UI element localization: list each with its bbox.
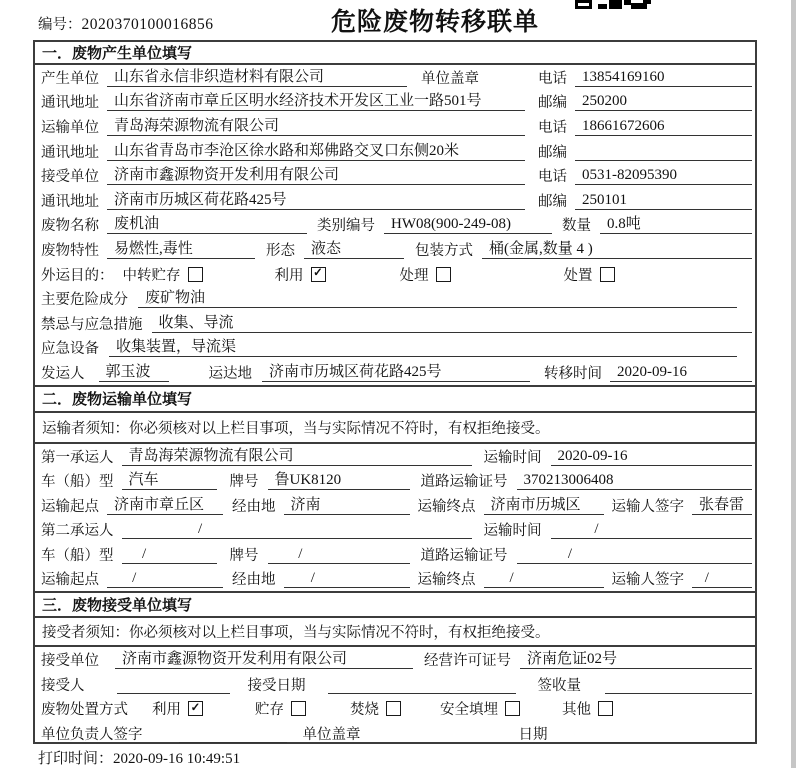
form-value: 液态 xyxy=(304,240,404,259)
checkbox-storage xyxy=(188,267,203,282)
transport-address-value: 山东省青岛市李沧区徐水路和郑佛路交叉口东侧20米 xyxy=(107,142,525,161)
produce-tel-value: 13854169160 xyxy=(575,68,752,87)
vehicle2-label: 车（船）型 xyxy=(41,547,114,564)
carrier1-label: 第一承运人 xyxy=(41,449,114,466)
purpose-option-dispose: 处置 xyxy=(563,267,593,284)
print-time xyxy=(38,747,240,768)
transport-tel-label: 电话 xyxy=(538,119,567,136)
vehicle1-type-value: 汽车 xyxy=(122,471,217,490)
taboo-measures-label: 禁忌与应急措施 xyxy=(41,316,143,333)
vehicle2-plate-value: / xyxy=(268,545,410,564)
carrier2-time-value: / xyxy=(551,520,753,539)
row-accept-unit xyxy=(35,163,755,188)
accept-tel-value: 0531-82095390 xyxy=(575,166,752,185)
qr-code-fragment xyxy=(575,0,653,10)
checkbox-dispose xyxy=(600,267,615,282)
license-label: 经营许可证号 xyxy=(424,653,511,670)
route1-via-label: 经由地 xyxy=(232,498,276,515)
receiver-label: 接受人 xyxy=(41,677,85,694)
unit-seal-label: 单位盖章 xyxy=(421,70,479,87)
section3-notice: 接受者须知：你必须核对以上栏目事项，当与实际情况不符时，有权拒绝接受。 xyxy=(35,618,755,647)
accept-zip-label: 邮编 xyxy=(538,193,567,210)
destination-value: 济南市历城区荷花路425号 xyxy=(262,363,530,382)
checkbox-use-checked xyxy=(311,267,326,282)
route2-via-label: 经由地 xyxy=(232,572,276,589)
document-number-label: 编号： xyxy=(38,17,82,33)
checkbox-disposal-use-checked xyxy=(188,701,203,716)
row-receiver xyxy=(35,672,755,697)
row-waste-name xyxy=(35,213,755,238)
row-transport-unit xyxy=(35,114,755,139)
emergency-equipment-label: 应急设备 xyxy=(41,341,99,358)
transport-address-label: 通讯地址 xyxy=(41,144,99,161)
route1-end-label: 运输终点 xyxy=(417,498,476,515)
route2-end-label: 运输终点 xyxy=(417,572,476,589)
row-produce-unit xyxy=(35,65,755,90)
vehicle2-plate-label: 牌号 xyxy=(229,547,259,564)
row-vehicle1 xyxy=(35,468,755,493)
vehicle1-label: 车（船）型 xyxy=(41,474,114,491)
carrier1-time-value: 2020-09-16 xyxy=(551,447,753,466)
category-code-label: 类别编号 xyxy=(317,218,375,235)
packing-label: 包装方式 xyxy=(415,242,473,259)
carrier2-label: 第二承运人 xyxy=(41,523,114,540)
check-mark: ✓ xyxy=(190,702,201,715)
accept-unit2-label: 接受单位 xyxy=(41,653,99,670)
route2-sign-label: 运输人签字 xyxy=(611,572,684,589)
received-qty-value xyxy=(605,675,752,694)
print-time-label: 打印时间： xyxy=(38,751,114,767)
checkbox-treat xyxy=(436,267,451,282)
disposal-method-label: 废物处置方式 xyxy=(41,702,128,719)
route1-via-value: 济南 xyxy=(284,496,410,515)
purpose-label: 外运目的： xyxy=(41,267,114,284)
disposal-option-use: 利用 xyxy=(152,702,181,719)
row-responsible-sign xyxy=(35,721,755,746)
date-value xyxy=(560,724,753,743)
row-main-hazard xyxy=(35,286,755,311)
vehicle1-road-label: 道路运输证号 xyxy=(420,474,508,491)
license-value: 济南危证02号 xyxy=(520,650,752,669)
unit-seal2-label: 单位盖章 xyxy=(302,726,361,743)
section1-header: 一．废物产生单位填写 xyxy=(35,42,755,65)
vehicle2-road-value: / xyxy=(517,545,753,564)
receiver-value xyxy=(117,675,230,694)
accept-unit2-value: 济南市鑫源物资开发利用有限公司 xyxy=(115,650,413,669)
accept-unit-label: 接受单位 xyxy=(41,169,99,186)
transport-unit-label: 运输单位 xyxy=(41,119,99,136)
transfer-time-value: 2020-09-16 xyxy=(610,363,752,382)
emergency-equipment-value: 收集装置，导流渠 xyxy=(109,338,737,357)
purpose-option-use: 利用 xyxy=(274,267,304,284)
main-hazard-value: 废矿物油 xyxy=(138,289,737,308)
row-disposal-method xyxy=(35,696,755,721)
row-vehicle2 xyxy=(35,542,755,567)
route1-sign-value: 张春雷 xyxy=(692,496,752,515)
row-emergency-equipment xyxy=(35,336,755,361)
produce-address-label: 通讯地址 xyxy=(41,95,99,112)
route2-via-value: / xyxy=(284,569,410,588)
category-code-value: HW08(900-249-08) xyxy=(384,215,552,234)
row-carrier2 xyxy=(35,518,755,543)
waste-name-value: 废机油 xyxy=(107,215,307,234)
carrier1-time-label: 运输时间 xyxy=(483,449,542,466)
row-transport-address xyxy=(35,139,755,164)
sender-value: 郭玉波 xyxy=(99,363,169,382)
row-sender xyxy=(35,360,755,385)
transport-zip-value xyxy=(575,142,752,161)
checkbox-disposal-storage xyxy=(291,701,306,716)
page-edge-shadow xyxy=(791,0,796,768)
destination-label: 运达地 xyxy=(208,365,252,382)
vehicle2-road-label: 道路运输证号 xyxy=(420,547,508,564)
check-mark: ✓ xyxy=(313,267,323,280)
vehicle2-type-value: / xyxy=(122,545,217,564)
waste-character-value: 易燃性,毒性 xyxy=(107,240,255,259)
vehicle1-road-value: 370213006408 xyxy=(517,471,753,490)
responsible-sign-label: 单位负责人签字 xyxy=(41,726,143,743)
produce-tel-label: 电话 xyxy=(538,70,567,87)
route2-sign-value: / xyxy=(692,569,752,588)
produce-zip-value: 250200 xyxy=(575,92,752,111)
packing-value: 桶(金属,数量 4 ) xyxy=(482,240,752,259)
transfer-time-label: 转移时间 xyxy=(544,365,602,382)
produce-unit-label: 产生单位 xyxy=(41,70,99,87)
manifest-table xyxy=(33,40,757,744)
print-time-value: 2020-09-16 10:49:51 xyxy=(113,751,241,767)
purpose-option-treat: 处理 xyxy=(399,267,429,284)
receive-date-value xyxy=(328,675,516,694)
row-taboo-measures xyxy=(35,311,755,336)
transport-zip-label: 邮编 xyxy=(538,144,567,161)
route1-start-value: 济南市章丘区 xyxy=(107,496,223,515)
checkbox-disposal-other xyxy=(598,701,613,716)
row-produce-address xyxy=(35,90,755,115)
purpose-option-storage: 中转贮存 xyxy=(122,267,181,284)
row-outbound-purpose xyxy=(35,262,755,287)
document-number-value: 2020370100016856 xyxy=(81,16,214,33)
route2-start-value: / xyxy=(107,569,223,588)
produce-zip-label: 邮编 xyxy=(538,95,567,112)
row-accept-unit2 xyxy=(35,647,755,672)
sender-label: 发运人 xyxy=(41,365,85,382)
carrier2-value: / xyxy=(122,520,472,539)
route1-end-value: 济南市历城区 xyxy=(484,496,604,515)
section3-header: 三．废物接受单位填写 xyxy=(35,591,755,618)
waste-character-label: 废物特性 xyxy=(41,242,99,259)
date-label: 日期 xyxy=(518,726,548,743)
row-route2 xyxy=(35,567,755,592)
accept-unit-value: 济南市鑫源物资开发利用有限公司 xyxy=(107,166,525,185)
row-waste-character xyxy=(35,237,755,262)
row-carrier1 xyxy=(35,444,755,469)
received-qty-label: 签收量 xyxy=(537,677,581,694)
vehicle1-plate-value: 鲁UK8120 xyxy=(268,471,410,490)
section2-header: 二．废物运输单位填写 xyxy=(35,385,755,413)
row-route1 xyxy=(35,493,755,518)
checkbox-disposal-landfill xyxy=(505,701,520,716)
waste-name-label: 废物名称 xyxy=(41,218,99,235)
transport-tel-value: 18661672606 xyxy=(575,117,752,136)
disposal-option-burn: 焚烧 xyxy=(350,702,379,719)
produce-address-value: 山东省济南市章丘区明水经济技术开发区工业一路501号 xyxy=(107,92,525,111)
accept-zip-value: 250101 xyxy=(575,191,752,210)
quantity-value: 0.8吨 xyxy=(600,215,752,234)
transport-unit-value: 青岛海荣源物流有限公司 xyxy=(107,117,525,136)
row-accept-address xyxy=(35,188,755,213)
taboo-measures-value: 收集、导流 xyxy=(152,314,753,333)
accept-address-label: 通讯地址 xyxy=(41,193,99,210)
accept-tel-label: 电话 xyxy=(538,169,567,186)
carrier2-time-label: 运输时间 xyxy=(483,523,542,540)
receive-date-label: 接受日期 xyxy=(247,677,306,694)
route1-sign-label: 运输人签字 xyxy=(611,498,684,515)
carrier1-value: 青岛海荣源物流有限公司 xyxy=(122,447,472,466)
accept-address-value: 济南市历城区荷花路425号 xyxy=(107,191,525,210)
route1-start-label: 运输起点 xyxy=(41,498,99,515)
vehicle1-plate-label: 牌号 xyxy=(229,474,259,491)
section2-notice: 运输者须知：你必须核对以上栏目事项，当与实际情况不符时，有权拒绝接受。 xyxy=(35,413,755,444)
route2-start-label: 运输起点 xyxy=(41,572,99,589)
page-title: 危险废物转移联单 xyxy=(331,8,540,36)
responsible-sign-value xyxy=(179,724,287,743)
document-number xyxy=(38,13,214,34)
disposal-option-storage: 贮存 xyxy=(255,702,284,719)
quantity-label: 数量 xyxy=(562,218,591,235)
route2-end-value: / xyxy=(484,569,604,588)
main-hazard-label: 主要危险成分 xyxy=(41,292,128,309)
produce-unit-value: 山东省永信非织造材料有限公司 xyxy=(107,68,407,87)
disposal-option-other: 其他 xyxy=(562,702,591,719)
checkbox-disposal-burn xyxy=(386,701,401,716)
form-label: 形态 xyxy=(266,242,295,259)
disposal-option-landfill: 安全填埋 xyxy=(440,702,498,719)
